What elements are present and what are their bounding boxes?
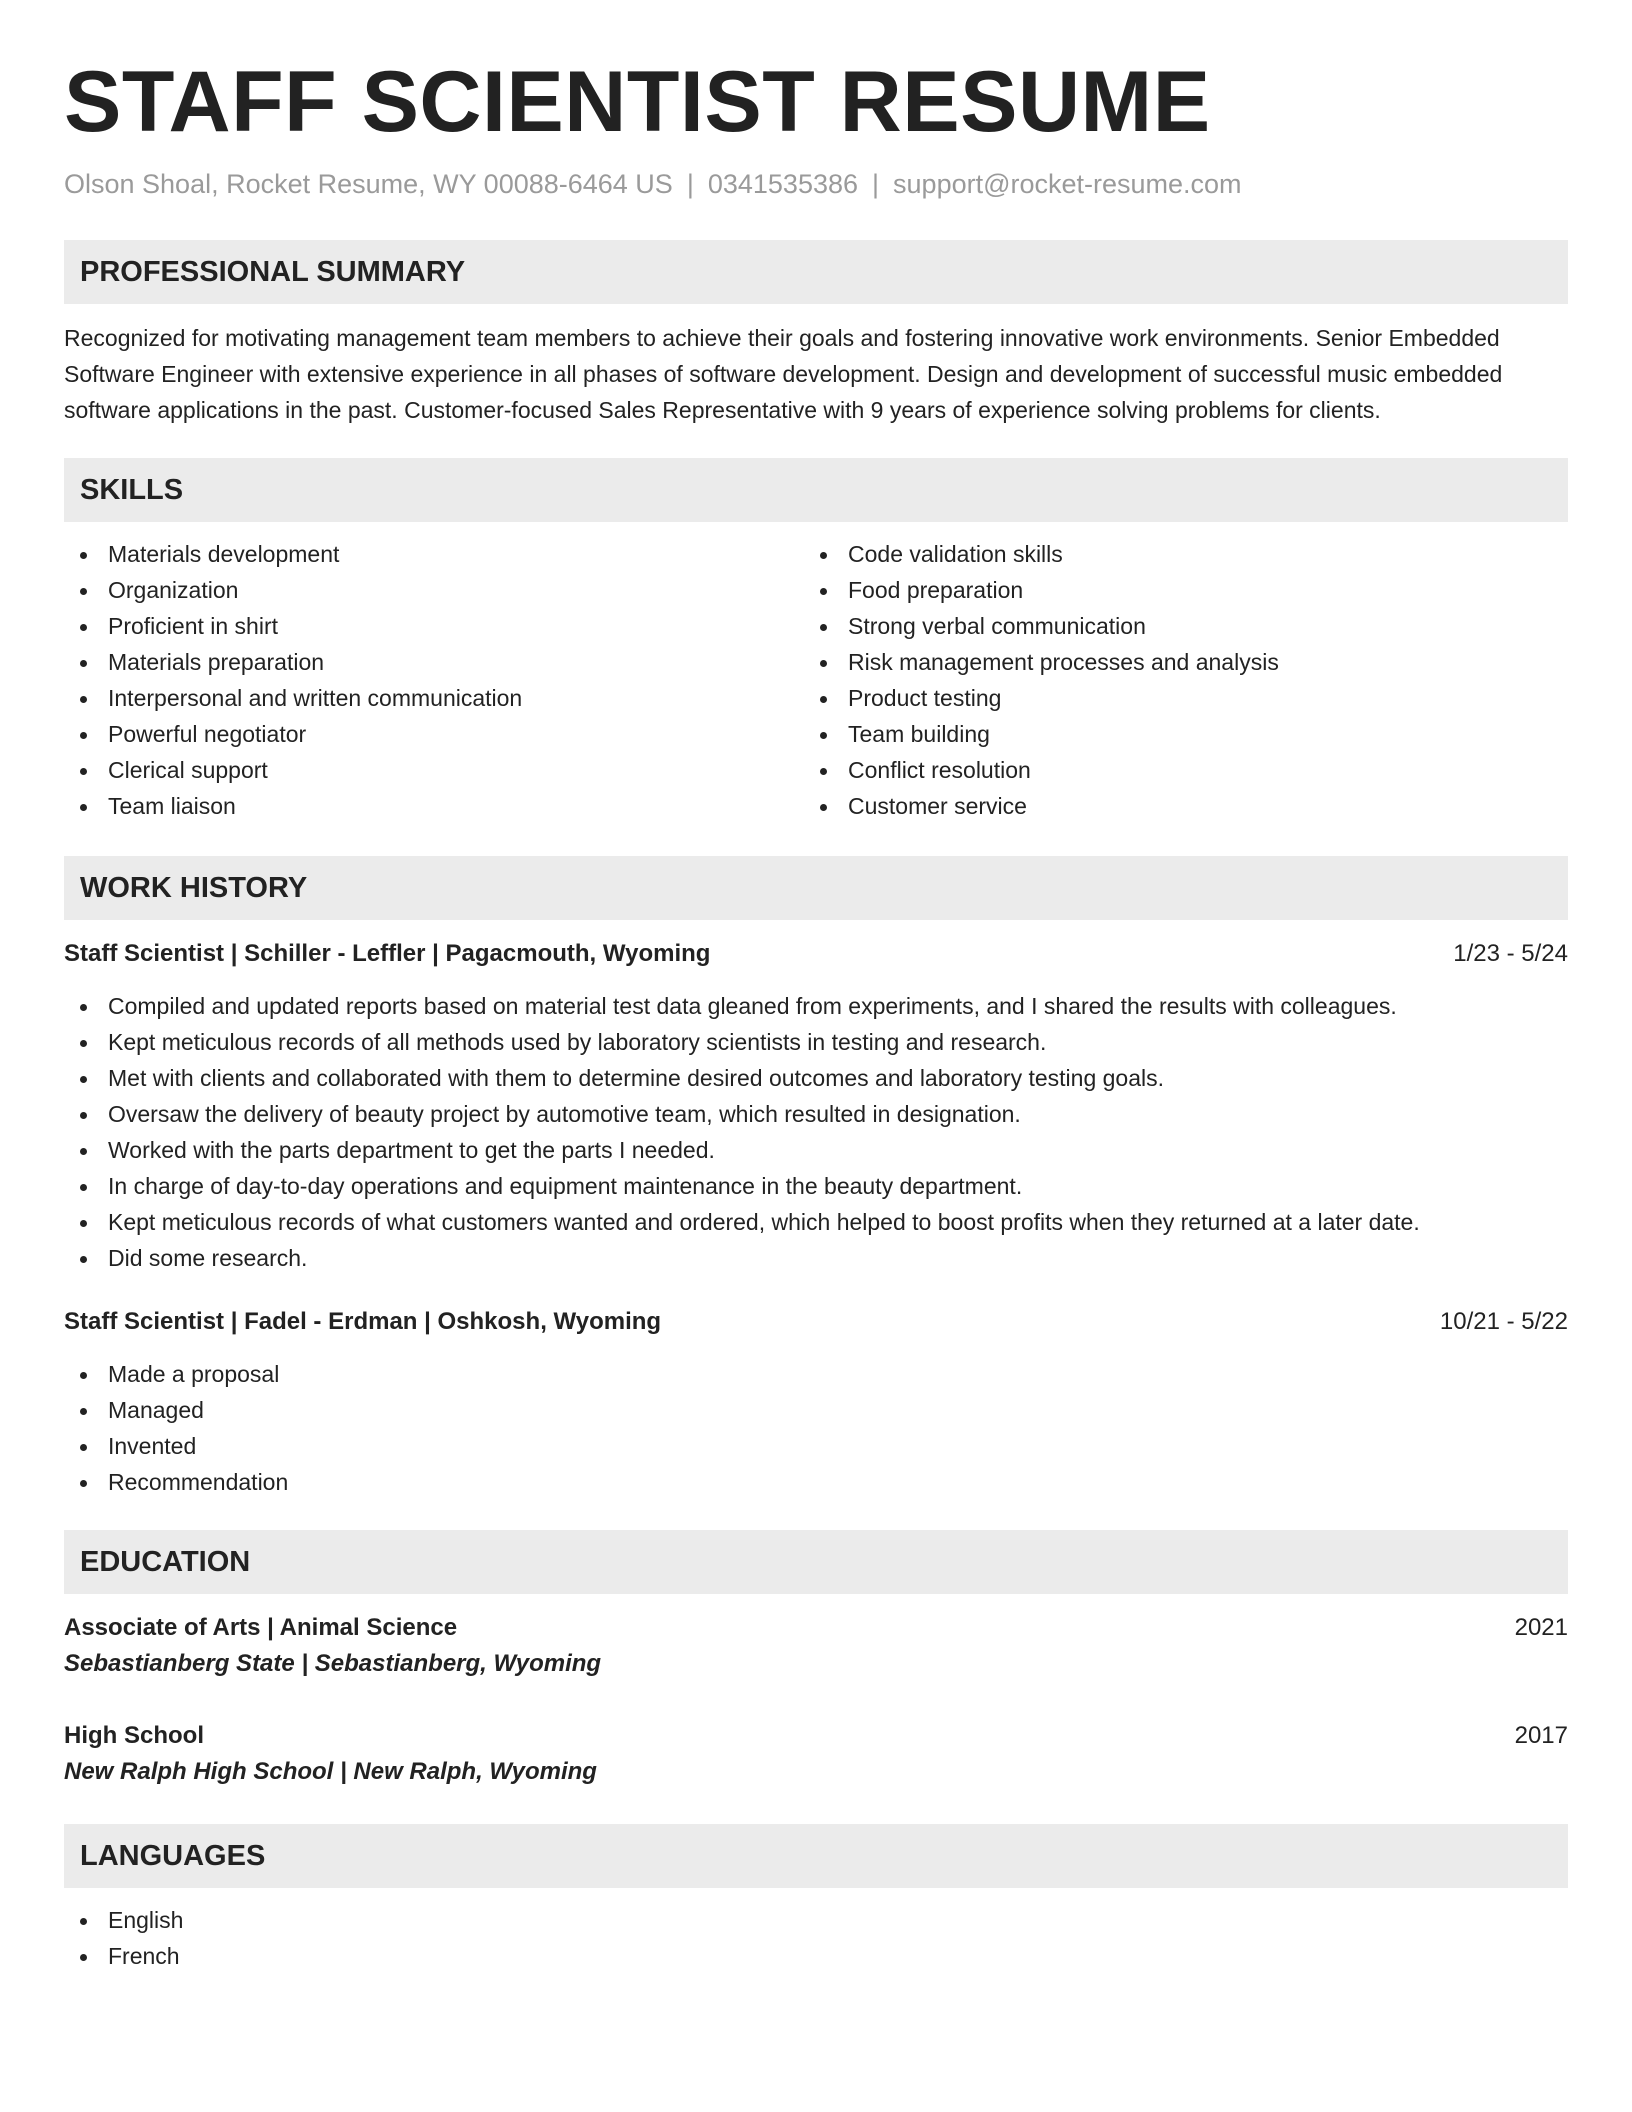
education-entry bbox=[64, 1610, 1568, 1682]
education-year: 2021 bbox=[1514, 1614, 1568, 1641]
summary-section bbox=[64, 240, 1568, 428]
skill-item: Proficient in shirt bbox=[64, 608, 804, 644]
education-header bbox=[64, 1610, 1568, 1646]
skill-item: Clerical support bbox=[64, 752, 804, 788]
skill-item: Powerful negotiator bbox=[64, 716, 804, 752]
job-dates: 10/21 - 5/22 bbox=[1439, 1308, 1568, 1335]
job-bullet: Recommendation bbox=[64, 1464, 1568, 1500]
job-bullet: Managed bbox=[64, 1392, 1568, 1428]
job-entry bbox=[64, 936, 1568, 1276]
skill-item: Team building bbox=[804, 716, 1544, 752]
contact-address: Olson Shoal, Rocket Resume, WY 00088-6464 US bbox=[64, 169, 673, 199]
education-section bbox=[64, 1530, 1568, 1790]
job-header bbox=[64, 1304, 1568, 1340]
job-bullet: Invented bbox=[64, 1428, 1568, 1464]
contact-separator: | bbox=[872, 169, 880, 199]
language-item: English bbox=[64, 1902, 1568, 1938]
skill-item: Interpersonal and written communication bbox=[64, 680, 804, 716]
job-entry bbox=[64, 1304, 1568, 1500]
education-school: Sebastianberg State | Sebastianberg, Wyoming bbox=[64, 1650, 602, 1677]
skill-item: Product testing bbox=[804, 680, 1544, 716]
contact-email[interactable]: support@rocket-resume.com bbox=[893, 169, 1242, 199]
languages-list bbox=[64, 1902, 1568, 1974]
job-bullet: Kept meticulous records of what customers wanted and ordered, which helped to boost profits when they returned at a later date. bbox=[64, 1204, 1568, 1240]
contact-separator: | bbox=[686, 169, 694, 199]
education-header bbox=[64, 1718, 1568, 1754]
job-title: Staff Scientist | Schiller - Leffler | Pagacmouth, Wyoming bbox=[64, 940, 711, 967]
job-dates: 1/23 - 5/24 bbox=[1453, 940, 1568, 967]
skill-item: Code validation skills bbox=[804, 536, 1544, 572]
job-title: Staff Scientist | Fadel - Erdman | Oshkosh, Wyoming bbox=[64, 1308, 662, 1335]
summary-heading: PROFESSIONAL SUMMARY bbox=[64, 240, 1568, 304]
skills-column-right bbox=[804, 536, 1544, 824]
work-section bbox=[64, 856, 1568, 1500]
skill-item: Organization bbox=[64, 572, 804, 608]
education-degree: Associate of Arts | Animal Science bbox=[64, 1614, 458, 1641]
job-bullet: Worked with the parts department to get the parts I needed. bbox=[64, 1132, 1568, 1168]
skill-item: Team liaison bbox=[64, 788, 804, 824]
languages-section bbox=[64, 1824, 1568, 1974]
skill-item: Customer service bbox=[804, 788, 1544, 824]
skills-grid bbox=[64, 536, 1568, 824]
job-bullet: Compiled and updated reports based on material test data gleaned from experiments, and I shared the results with colleagues. bbox=[64, 988, 1568, 1024]
skill-item: Strong verbal communication bbox=[804, 608, 1544, 644]
skill-item: Materials preparation bbox=[64, 644, 804, 680]
skill-item: Food preparation bbox=[804, 572, 1544, 608]
summary-text: Recognized for motivating management team members to achieve their goals and fostering innovative work environments. Senior Embedded Software Engineer with extensive experience in all phases of software development. Design and development of successful music embedded software applications in the past. Customer-focused Sales Representative with 9 years of experience solving problems for clients. bbox=[64, 325, 1503, 423]
job-bullets bbox=[64, 1356, 1568, 1500]
job-bullet: Oversaw the delivery of beauty project by automotive team, which resulted in designation. bbox=[64, 1096, 1568, 1132]
job-bullet: In charge of day-to-day operations and equipment maintenance in the beauty department. bbox=[64, 1168, 1568, 1204]
job-header bbox=[64, 936, 1568, 972]
skill-item: Materials development bbox=[64, 536, 804, 572]
languages-heading: LANGUAGES bbox=[64, 1824, 1568, 1888]
job-bullet: Made a proposal bbox=[64, 1356, 1568, 1392]
education-year: 2017 bbox=[1514, 1722, 1568, 1749]
contact-phone: 0341535386 bbox=[707, 169, 859, 199]
skill-item: Risk management processes and analysis bbox=[804, 644, 1544, 680]
job-bullets bbox=[64, 988, 1568, 1276]
skill-item: Conflict resolution bbox=[804, 752, 1544, 788]
job-bullet: Kept meticulous records of all methods used by laboratory scientists in testing and research. bbox=[64, 1024, 1568, 1060]
work-heading: WORK HISTORY bbox=[64, 856, 1568, 920]
skills-section bbox=[64, 458, 1568, 824]
education-entry bbox=[64, 1718, 1568, 1790]
language-item: French bbox=[64, 1938, 1568, 1974]
education-school: New Ralph High School | New Ralph, Wyoming bbox=[64, 1758, 597, 1785]
skills-column-left bbox=[64, 536, 804, 824]
education-degree: High School bbox=[64, 1722, 204, 1749]
job-bullet: Met with clients and collaborated with them to determine desired outcomes and laboratory testing goals. bbox=[64, 1060, 1568, 1096]
resume-title: STAFF SCIENTIST RESUME bbox=[64, 54, 1211, 150]
skills-heading: SKILLS bbox=[64, 458, 1568, 522]
job-bullet: Did some research. bbox=[64, 1240, 1568, 1276]
education-heading: EDUCATION bbox=[64, 1530, 1568, 1594]
contact-line bbox=[64, 166, 1568, 202]
